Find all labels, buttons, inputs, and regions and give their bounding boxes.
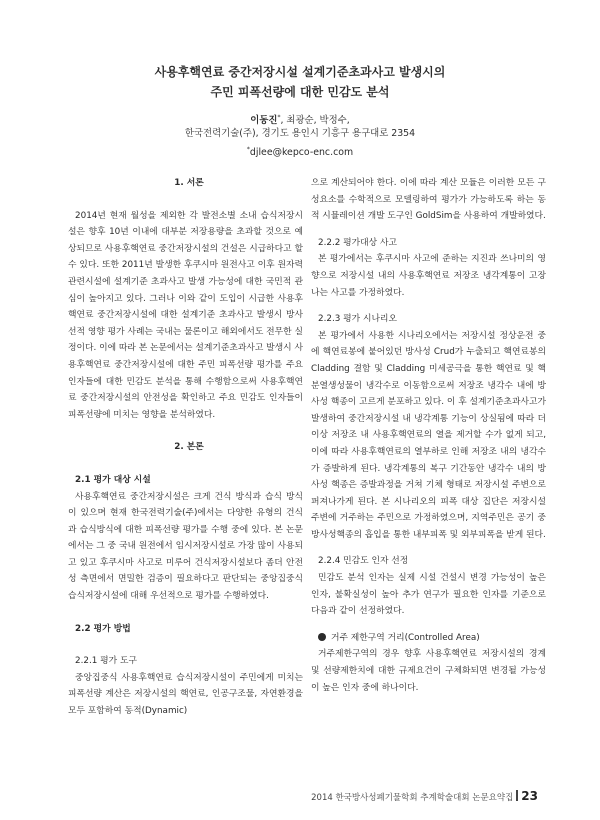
subsection-heading-2-2-3: 2.2.3 평가 시나리오 <box>318 314 397 325</box>
page-footer <box>311 789 538 803</box>
email-mark: * <box>246 146 250 153</box>
bullet-icon <box>318 633 326 641</box>
corresponding-mark: * <box>277 114 281 121</box>
right-column <box>311 175 546 696</box>
section-heading-intro: 1. 서론 <box>174 178 204 188</box>
paper-title-line2: 주민 피폭선량에 대한 민감도 분석 <box>210 85 390 99</box>
bullet-paragraph: 거주제한구역의 경우 향후 사용후핵연료 저장시설의 경계 및 선량제한치에 대한 규제요건이 구체화되면 변경될 가능성이 높은 인자 중에 하나이다. <box>311 649 546 693</box>
page-number: 23 <box>521 789 538 803</box>
paper-title-line1: 사용후핵연료 중간저장시설 설계기준초과사고 발생시의 <box>154 65 446 79</box>
paragraph-2-2-1: 중앙집중식 사용후핵연료 습식저장시설이 주민에게 미치는 피폭선량 계산은 저장시설의 핵연료, 인공구조물, 자연환경을 모두 포함하여 동적(Dynamic) <box>68 672 303 717</box>
subsection-heading-2-2-4: 2.2.4 민감도 인자 선정 <box>318 556 409 567</box>
footer-text: 2014 한국방사성폐기물학회 추계학술대회 논문요약집 <box>311 793 514 803</box>
section-heading-main: 2. 본론 <box>174 442 204 453</box>
left-column <box>68 175 303 720</box>
affiliation: 한국전력기술(주), 경기도 용인시 기흥구 용구대로 2354 <box>184 128 416 139</box>
bullet-label: 거주 제한구역 거리(Controlled Area) <box>331 632 480 643</box>
lead-author: 이동진 <box>250 115 278 127</box>
intro-paragraph: 2014년 현재 월성을 제외한 각 발전소별 소내 습식저장시설은 향후 10년 이내에 대부분 저장용량을 초과할 것으로 예상되므로 사용후핵연료 중간저장시설의 건설은 시급하다고 할 수 있다. 또한 2011년 발생한 후쿠시마 원전사고 이후 원자력관련시설에 설계기준 초과사고 발생 가능성에 대한 국민적 관심이 높아지고 있다. 그러나 이와 같이 도입이 시급한 사용후핵연료 중간저장시설에 대한 설계기준 초과사고 발생시 방사선적 영향 평가 사례는 국내는 물론이고 해외에서도 전무한 실정이다. 이에 따라 본 논문에서는 설계기준초과사고 발생시 사용후핵연료 중간저장시설에 대한 주민 피폭선량 평가를 주요 인자들에 대한 민감도 분석을 통해 수행함으로써 사용후핵연료 중간저장시설의 안전성을 확인하고 주요 민감도 인자들이 피폭선량에 미치는 영향을 분석하였다. <box>68 210 303 420</box>
bullet-item <box>311 630 546 647</box>
subsection-heading-2-1: 2.1 평가 대상 시설 <box>75 474 151 485</box>
paragraph-2-2-4: 민감도 분석 인자는 실제 시설 건설시 변경 가능성이 높은 인자, 불확실성이 높아 추가 연구가 필요한 인자를 기준으로 다음과 같이 선정하였다. <box>311 573 546 617</box>
paragraph-2-2-2: 본 평가에서는 후쿠시마 사고에 준하는 지진과 쓰나미의 영향으로 저장시설 내의 사용후핵연료 저장조 냉각계통이 고장나는 사고를 가정하였다. <box>311 254 546 298</box>
footer-divider <box>516 790 518 801</box>
co-authors: , 최광순, 박정수, <box>280 115 350 127</box>
paragraph-2-2-3: 본 평가에서 사용한 시나리오에서는 저장시설 정상운전 중에 핵연료봉에 붙어있던 방사성 Crud가 누출되고 핵연료봉의 Cladding 결함 및 Cladding 미세공극을 통한 핵연료 및 핵분열생성물이 냉각수로 이동함으로써 저장조 냉각수 내에 방사성 핵종이 고르게 분포하고 있다. 이 후 설계기준초과사고가 발생하여 중간저장시설 내 냉각계통 기능이 상실됨에 따라 더 이상 저장조 내 사용후핵연료의 열을 제거할 수가 없게 되고, 이에 따라 사용후핵연료의 열부하로 인해 저장조 내의 냉각수가 증발하게 된다. 냉각계통의 복구 기간동안 냉각수 내의 방사성 핵종은 증발과정을 거쳐 기체 형태로 저장시설 주변으로 퍼져나가게 된다. 본 시나리오의 피폭 대상 집단은 저장시설 주변에 거주하는 주민으로 가정하였으며, 지역주민은 공기 중 방사성핵종의 흡입을 통한 내부피폭 및 외부피폭을 받게 된다. <box>311 330 546 540</box>
email-line <box>0 142 600 161</box>
email-address[interactable]: djlee@kepco-enc.com <box>249 147 354 159</box>
paragraph-continued: 으로 계산되어야 한다. 이에 따라 계산 모듈은 이러한 모든 구성요소를 수학적으로 모델링하여 평가가 가능하도록 하는 동적 시뮬레이션 개발 도구인 GoldSim을 사용하여 개발하였다. <box>311 178 546 222</box>
subsection-heading-2-2-1: 2.2.1 평가 도구 <box>75 656 137 667</box>
subsection-heading-2-2: 2.2 평가 방법 <box>75 623 131 634</box>
subsection-heading-2-2-2: 2.2.2 평가대상 사고 <box>318 237 397 248</box>
paragraph-2-1: 사용후핵연료 중간저장시설은 크게 건식 방식과 습식 방식이 있으며 현재 한국전력기술(주)에서는 다양한 유형의 건식과 습식방식에 대한 피폭선량 평가를 수행 중에 있다. 본 논문에서는 그 중 국내 원전에서 임시저장시설로 가장 많이 사용되고 있고 후쿠시마 사고로 미루어 건식저장시설보다 좀더 안전성 측면에서 면밀한 검증이 필요하다고 판단되는 중앙집중식 습식저장시설에 대해 우선적으로 평가를 수행하였다. <box>68 491 303 602</box>
